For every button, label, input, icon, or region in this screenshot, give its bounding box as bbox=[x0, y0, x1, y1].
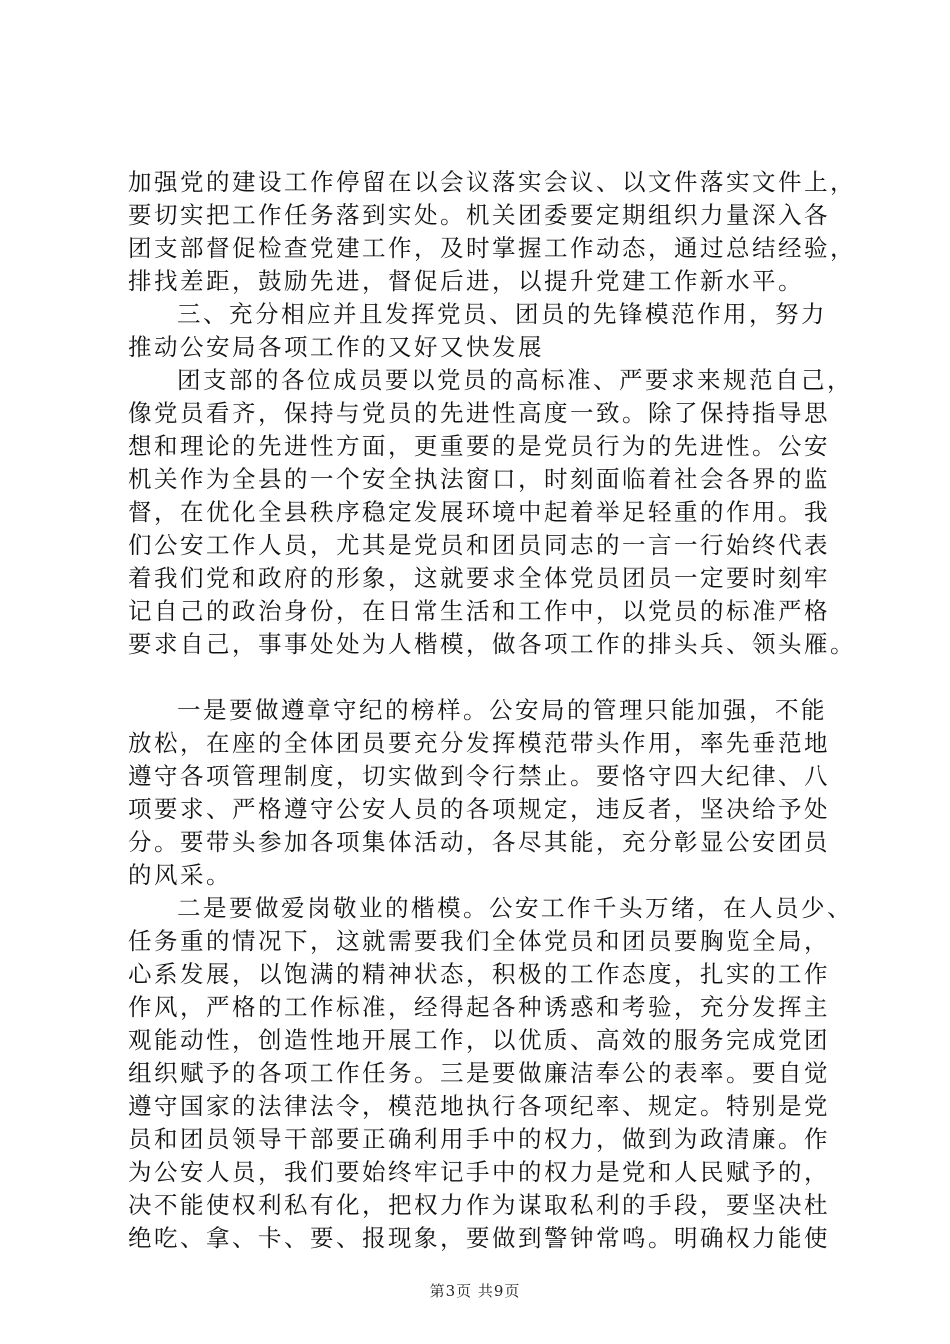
text-line: 绝吃、拿、卡、要、报现象，要做到警钟常鸣。明确权力能使 bbox=[128, 1224, 830, 1252]
text-line: 督，在优化全县秩序稳定发展环境中起着举足轻重的作用。我 bbox=[128, 498, 830, 526]
text-line: 机关作为全县的一个安全执法窗口，时刻面临着社会各界的监 bbox=[128, 465, 830, 493]
text-line: 团支部的各位成员要以党员的高标准、严要求来规范自己， bbox=[177, 366, 853, 394]
text-line: 为公安人员，我们要始终牢记手中的权力是党和人民赋予的， bbox=[128, 1158, 830, 1186]
paragraph-gap bbox=[128, 661, 853, 694]
text-line: 要切实把工作任务落到实处。机关团委要定期组织力量深入各 bbox=[128, 201, 830, 229]
text-line: 排找差距，鼓励先进，督促后进，以提升党建工作新水平。 bbox=[128, 267, 804, 295]
text-line: 决不能使权利私有化，把权力作为谋取私利的手段，要坚决杜 bbox=[128, 1191, 830, 1219]
text-line: 记自己的政治身份，在日常生活和工作中，以党员的标准严格 bbox=[128, 597, 830, 625]
text-line: 们公安工作人员，尤其是党员和团员同志的一言一行始终代表 bbox=[128, 531, 830, 559]
text-line: 任务重的情况下，这就需要我们全体党员和团员要胸览全局， bbox=[128, 927, 830, 955]
section-heading-line: 推动公安局各项工作的又好又快发展 bbox=[128, 333, 544, 361]
text-line: 遵守各项管理制度，切实做到令行禁止。要恪守四大纪律、八 bbox=[128, 762, 830, 790]
text-line: 加强党的建设工作停留在以会议落实会议、以文件落实文件上， bbox=[128, 168, 856, 196]
text-line: 分。要带头参加各项集体活动，各尽其能，充分彰显公安团员 bbox=[128, 828, 830, 856]
text-line: 作风，严格的工作标准，经得起各种诱惑和考验，充分发挥主 bbox=[128, 993, 830, 1021]
text-line: 放松，在座的全体团员要充分发挥模范带头作用，率先垂范地 bbox=[128, 729, 830, 757]
text-line: 像党员看齐，保持与党员的先进性高度一致。除了保持指导思 bbox=[128, 399, 830, 427]
text-line: 着我们党和政府的形象，这就要求全体党员团员一定要时刻牢 bbox=[128, 564, 830, 592]
text-line: 项要求、严格遵守公安人员的各项规定，违反者，坚决给予处 bbox=[128, 795, 830, 823]
text-line: 一是要做遵章守纪的榜样。公安局的管理只能加强，不能 bbox=[177, 696, 827, 724]
text-line: 的风采。 bbox=[128, 861, 232, 889]
page-number-footer: 第3页 共9页 bbox=[429, 1282, 521, 1300]
text-line: 观能动性，创造性地开展工作，以优质、高效的服务完成党团 bbox=[128, 1026, 830, 1054]
text-line: 心系发展，以饱满的精神状态，积极的工作态度，扎实的工作 bbox=[128, 960, 830, 988]
text-line: 员和团员领导干部要正确利用手中的权力，做到为政清廉。作 bbox=[128, 1125, 830, 1153]
section-heading-line: 三、充分相应并且发挥党员、团员的先锋模范作用，努力 bbox=[177, 300, 827, 328]
body-text bbox=[128, 166, 856, 1255]
text-line: 想和理论的先进性方面，更重要的是党员行为的先进性。公安 bbox=[128, 432, 830, 460]
text-line: 二是要做爱岗敬业的楷模。公安工作千头万绪，在人员少、 bbox=[177, 894, 853, 922]
text-line: 要求自己，事事处处为人楷模，做各项工作的排头兵、领头雁。 bbox=[128, 630, 856, 658]
text-line: 团支部督促检查党建工作，及时掌握工作动态，通过总结经验， bbox=[128, 234, 856, 262]
text-line: 组织赋予的各项工作任务。三是要做廉洁奉公的表率。要自觉 bbox=[128, 1059, 830, 1087]
text-line: 遵守国家的法律法令，模范地执行各项纪率、规定。特别是党 bbox=[128, 1092, 830, 1120]
